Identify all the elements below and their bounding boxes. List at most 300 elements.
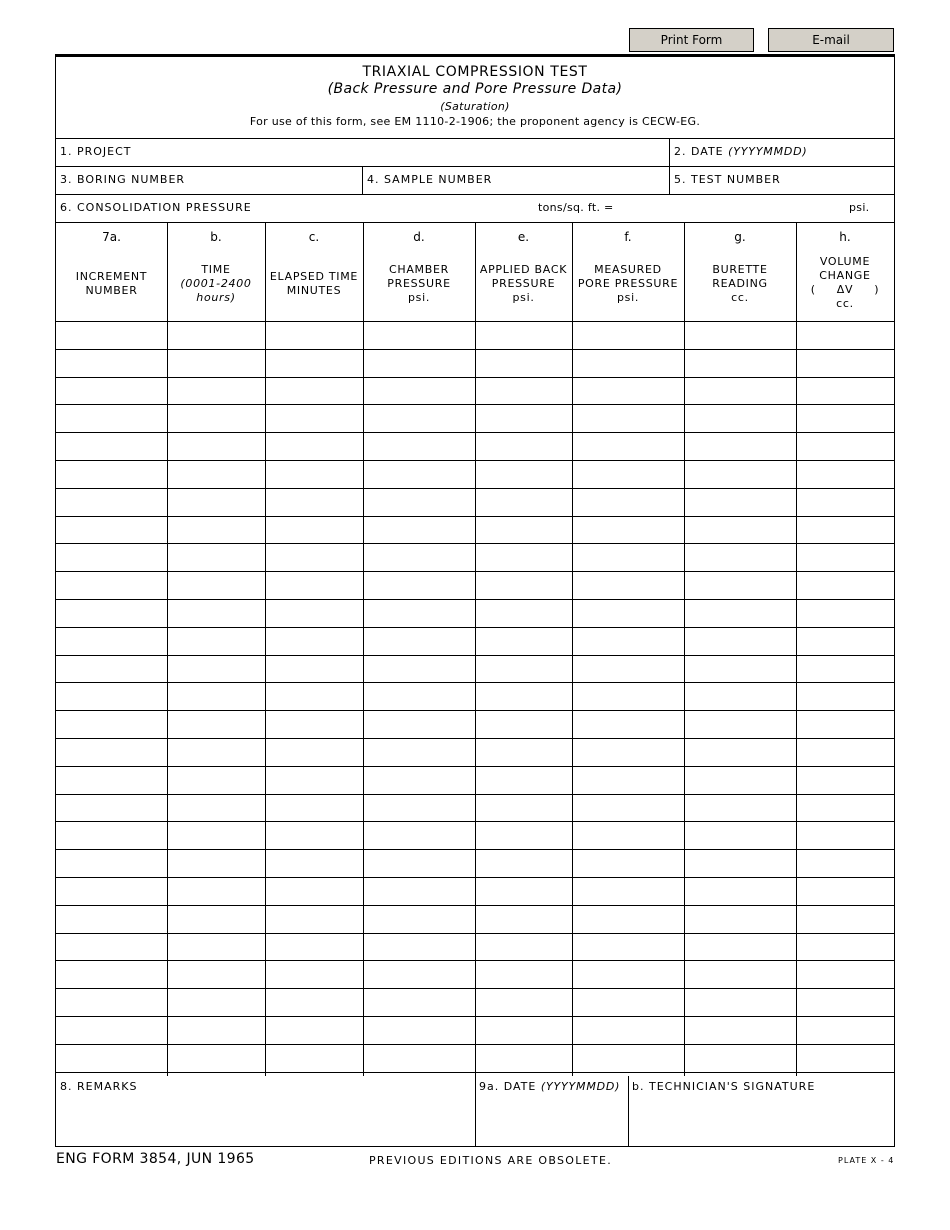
table-cell-input[interactable] [265,988,363,1016]
table-cell-input[interactable] [363,794,475,822]
table-cell-input[interactable] [363,488,475,516]
table-cell-input[interactable] [572,794,684,822]
table-row [56,710,894,738]
table-cell-input[interactable] [572,766,684,794]
table-cell-input[interactable] [475,1044,572,1072]
table-cell-input[interactable] [265,849,363,877]
table-cell-input[interactable] [363,738,475,766]
date-label: 2. DATE (YYYYMMDD) [674,145,808,158]
table-cell-input[interactable] [475,710,572,738]
table-cell-input[interactable] [363,933,475,961]
table-cell-input[interactable] [684,905,796,933]
table-cell-input[interactable] [363,905,475,933]
table-cell-input[interactable] [265,960,363,988]
table-cell-input[interactable] [167,488,265,516]
table-cell-input[interactable] [684,877,796,905]
table-cell-input[interactable] [684,794,796,822]
table-row [56,849,894,877]
column-header-line: PRESSURE [387,277,451,290]
table-cell-input[interactable] [475,682,572,710]
table-row [56,821,894,849]
table-cell-input[interactable] [56,905,167,933]
divider [628,1076,629,1146]
column-letter: f. [624,230,632,244]
table-cell-input[interactable] [796,321,894,349]
row-divider [56,1072,894,1073]
table-cell-input[interactable] [796,460,894,488]
form-identifier: ENG FORM 3854, JUN 1965 [56,1151,255,1167]
table-cell-input[interactable] [56,321,167,349]
table-cell-input[interactable] [167,599,265,627]
table-cell-input[interactable] [475,460,572,488]
table-cell-input[interactable] [684,599,796,627]
table-cell-input[interactable] [363,349,475,377]
table-cell-input[interactable] [56,933,167,961]
test-number-field[interactable] [669,166,894,194]
table-cell-input[interactable] [572,516,684,544]
table-cell-input[interactable] [684,488,796,516]
table-cell-input[interactable] [56,738,167,766]
table-cell-input[interactable] [265,1016,363,1044]
table-cell-input[interactable] [684,571,796,599]
table-cell-input[interactable] [572,599,684,627]
table-cell-input[interactable] [475,321,572,349]
table-cell-input[interactable] [572,432,684,460]
table-cell-input[interactable] [56,794,167,822]
table-row [56,321,894,349]
table-row [56,905,894,933]
table-cell-input[interactable] [796,960,894,988]
table-cell-input[interactable] [56,1044,167,1072]
table-cell-input[interactable] [572,905,684,933]
table-cell-input[interactable] [363,516,475,544]
table-cell-input[interactable] [167,349,265,377]
table-row [56,682,894,710]
table-cell-input[interactable] [363,377,475,405]
table-cell-input[interactable] [167,460,265,488]
table-cell-input[interactable] [363,321,475,349]
table-cell-input[interactable] [796,404,894,432]
table-cell-input[interactable] [684,682,796,710]
table-cell-input[interactable] [167,766,265,794]
column-header-line: cc. [731,291,749,304]
table-cell-input[interactable] [363,710,475,738]
table-cell-input[interactable] [572,460,684,488]
column-header-line: PORE PRESSURE [577,277,679,290]
table-cell-input[interactable] [796,1044,894,1072]
table-cell-input[interactable] [475,988,572,1016]
table-cell-input[interactable] [796,571,894,599]
table-cell-input[interactable] [572,710,684,738]
project-field[interactable] [56,138,669,166]
table-cell-input[interactable] [56,710,167,738]
table-cell-input[interactable] [265,349,363,377]
table-cell-input[interactable] [167,905,265,933]
table-cell-input[interactable] [475,933,572,961]
table-cell-input[interactable] [475,794,572,822]
table-cell-input[interactable] [796,988,894,1016]
column-header [56,270,167,298]
table-cell-input[interactable] [167,377,265,405]
table-cell-input[interactable] [167,849,265,877]
table-cell-input[interactable] [265,460,363,488]
table-cell-input[interactable] [56,599,167,627]
column-header-line: APPLIED BACK [479,263,568,276]
email-button[interactable]: E-mail [768,28,894,52]
table-cell-input[interactable] [572,877,684,905]
table-cell-input[interactable] [796,905,894,933]
table-cell-input[interactable] [167,1016,265,1044]
table-cell-input[interactable] [56,988,167,1016]
table-cell-input[interactable] [684,655,796,683]
table-cell-input[interactable] [167,404,265,432]
table-cell-input[interactable] [167,738,265,766]
form-header [56,64,894,129]
form-subtitle-saturation: (Saturation) [440,100,510,113]
table-cell-input[interactable] [56,349,167,377]
table-cell-input[interactable] [56,627,167,655]
date-9a-field[interactable] [475,1076,628,1146]
column-letter: 7a. [102,230,121,244]
table-cell-input[interactable] [684,460,796,488]
table-cell-input[interactable] [475,432,572,460]
table-cell-input[interactable] [796,432,894,460]
print-form-button[interactable]: Print Form [629,28,754,52]
table-row [56,543,894,571]
boring-number-field[interactable] [56,166,362,194]
table-cell-input[interactable] [572,543,684,571]
consolidation-pressure-field[interactable] [56,194,894,222]
table-cell-input[interactable] [56,488,167,516]
table-cell-input[interactable] [475,655,572,683]
table-cell-input[interactable] [265,488,363,516]
table-cell-input[interactable] [265,571,363,599]
table-cell-input[interactable] [167,960,265,988]
table-cell-input[interactable] [363,460,475,488]
table-cell-input[interactable] [684,404,796,432]
table-cell-input[interactable] [56,766,167,794]
table-row [56,933,894,961]
table-cell-input[interactable] [363,655,475,683]
table-cell-input[interactable] [56,877,167,905]
table-cell-input[interactable] [475,488,572,516]
table-cell-input[interactable] [56,960,167,988]
table-cell-input[interactable] [684,849,796,877]
table-cell-input[interactable] [572,988,684,1016]
table-cell-input[interactable] [265,655,363,683]
table-cell-input[interactable] [56,821,167,849]
table-cell-input[interactable] [684,1044,796,1072]
table-cell-input[interactable] [265,877,363,905]
table-cell-input[interactable] [167,821,265,849]
table-cell-input[interactable] [475,599,572,627]
table-cell-input[interactable] [475,516,572,544]
table-cell-input[interactable] [475,905,572,933]
table-cell-input[interactable] [572,321,684,349]
remarks-field[interactable] [56,1076,475,1146]
column-header-line: ( ΔV ) [810,283,880,296]
column-header-line: NUMBER [85,284,138,297]
table-cell-input[interactable] [265,599,363,627]
table-cell-input[interactable] [167,516,265,544]
column-header-line: psi. [407,291,431,304]
table-cell-input[interactable] [475,543,572,571]
obsolete-notice: PREVIOUS EDITIONS ARE OBSOLETE. [369,1154,612,1167]
column-letter: c. [308,230,320,244]
table-cell-input[interactable] [572,655,684,683]
table-cell-input[interactable] [363,849,475,877]
table-row [56,988,894,1016]
table-cell-input[interactable] [796,488,894,516]
column-header-line: MINUTES [286,284,342,297]
table-cell-input[interactable] [265,794,363,822]
table-cell-input[interactable] [56,1016,167,1044]
divider [475,1076,476,1146]
table-cell-input[interactable] [684,432,796,460]
table-cell-input[interactable] [684,933,796,961]
table-cell-input[interactable] [796,821,894,849]
table-cell-input[interactable] [265,516,363,544]
table-cell-input[interactable] [684,821,796,849]
table-cell-input[interactable] [167,1044,265,1072]
table-cell-input[interactable] [572,377,684,405]
table-cell-input[interactable] [684,960,796,988]
table-cell-input[interactable] [167,321,265,349]
table-cell-input[interactable] [475,349,572,377]
table-cell-input[interactable] [56,682,167,710]
table-cell-input[interactable] [167,571,265,599]
table-cell-input[interactable] [684,988,796,1016]
psi-label: psi. [849,201,870,214]
table-cell-input[interactable] [167,933,265,961]
table-cell-input[interactable] [56,460,167,488]
date-9a-label: 9a. DATE (YYYYMMDD) [479,1080,621,1093]
table-cell-input[interactable] [475,960,572,988]
table-cell-input[interactable] [265,1044,363,1072]
tons-label: tons/sq. ft. = [538,201,614,214]
table-cell-input[interactable] [265,710,363,738]
table-cell-input[interactable] [167,988,265,1016]
table-cell-input[interactable] [56,377,167,405]
column-header [684,263,796,305]
table-cell-input[interactable] [796,516,894,544]
table-cell-input[interactable] [572,1016,684,1044]
table-cell-input[interactable] [572,404,684,432]
form-instructions: For use of this form, see EM 1110-2-1906; the proponent agency is CECW-EG. [249,115,701,128]
column-header [167,263,265,305]
column-header-line: cc. [836,297,854,310]
table-cell-input[interactable] [265,543,363,571]
table-cell-input[interactable] [572,488,684,516]
table-cell-input[interactable] [167,432,265,460]
table-cell-input[interactable] [796,627,894,655]
table-cell-input[interactable] [684,1016,796,1044]
table-cell-input[interactable] [265,738,363,766]
table-cell-input[interactable] [167,877,265,905]
table-cell-input[interactable] [475,377,572,405]
table-cell-input[interactable] [475,571,572,599]
sample-number-label: 4. SAMPLE NUMBER [367,173,493,186]
table-cell-input[interactable] [363,877,475,905]
table-cell-input[interactable] [796,1016,894,1044]
column-header-line: (0001-2400 [180,277,252,290]
table-cell-input[interactable] [167,655,265,683]
table-cell-input[interactable] [475,877,572,905]
table-row [56,349,894,377]
table-cell-input[interactable] [363,432,475,460]
table-cell-input[interactable] [796,766,894,794]
table-cell-input[interactable] [363,627,475,655]
table-cell-input[interactable] [684,627,796,655]
table-cell-input[interactable] [265,682,363,710]
table-row [56,516,894,544]
table-cell-input[interactable] [363,404,475,432]
table-cell-input[interactable] [796,543,894,571]
table-cell-input[interactable] [265,627,363,655]
table-cell-input[interactable] [572,821,684,849]
table-cell-input[interactable] [572,849,684,877]
table-row [56,738,894,766]
table-cell-input[interactable] [684,377,796,405]
table-cell-input[interactable] [56,543,167,571]
table-cell-input[interactable] [475,849,572,877]
column-letter: d. [413,230,425,244]
column-header-line: CHANGE [819,269,871,282]
table-cell-input[interactable] [572,627,684,655]
table-cell-input[interactable] [56,655,167,683]
table-row [56,377,894,405]
table-cell-input[interactable] [796,599,894,627]
table-row [56,960,894,988]
column-header-line: psi. [512,291,535,304]
triaxial-form [55,54,895,1147]
boring-number-label: 3. BORING NUMBER [60,173,186,186]
table-cell-input[interactable] [684,543,796,571]
table-cell-input[interactable] [796,655,894,683]
table-cell-input[interactable] [56,404,167,432]
table-row [56,488,894,516]
column-header-line: CHAMBER [388,263,449,276]
table-row [56,404,894,432]
table-cell-input[interactable] [796,794,894,822]
table-cell-input[interactable] [475,821,572,849]
table-cell-input[interactable] [684,516,796,544]
sample-number-field[interactable] [362,166,669,194]
table-cell-input[interactable] [475,1016,572,1044]
technician-signature-label: b. TECHNICIAN'S SIGNATURE [632,1080,816,1093]
table-cell-input[interactable] [796,349,894,377]
column-header-line: BURETTE [712,263,768,276]
table-cell-input[interactable] [363,766,475,794]
table-cell-input[interactable] [363,960,475,988]
table-cell-input[interactable] [265,321,363,349]
column-header-line: PRESSURE [491,277,556,290]
table-cell-input[interactable] [265,821,363,849]
table-cell-input[interactable] [265,404,363,432]
remarks-label: 8. REMARKS [60,1080,138,1093]
table-cell-input[interactable] [363,599,475,627]
table-cell-input[interactable] [796,377,894,405]
consolidation-pressure-label: 6. CONSOLIDATION PRESSURE [60,201,252,214]
table-cell-input[interactable] [684,321,796,349]
table-cell-input[interactable] [363,821,475,849]
column-letter: e. [517,230,530,244]
date-field[interactable] [669,138,894,166]
table-cell-input[interactable] [475,404,572,432]
column-header-line: READING [712,277,768,290]
table-cell-input[interactable] [167,627,265,655]
table-cell-input[interactable] [572,933,684,961]
table-cell-input[interactable] [572,682,684,710]
form-title: TRIAXIAL COMPRESSION TEST [362,64,588,80]
table-cell-input[interactable] [265,432,363,460]
table-cell-input[interactable] [363,543,475,571]
table-cell-input[interactable] [56,432,167,460]
table-cell-input[interactable] [363,571,475,599]
table-cell-input[interactable] [167,682,265,710]
table-cell-input[interactable] [363,1016,475,1044]
table-cell-input[interactable] [572,960,684,988]
table-cell-input[interactable] [475,766,572,794]
table-cell-input[interactable] [475,738,572,766]
column-header-line: MEASURED [594,263,662,276]
table-cell-input[interactable] [475,627,572,655]
column-letter: g. [734,230,746,244]
project-label: 1. PROJECT [60,145,132,158]
column-header-line: INCREMENT [75,270,148,283]
table-cell-input[interactable] [572,571,684,599]
column-letter: b. [210,230,222,244]
table-cell-input[interactable] [167,794,265,822]
table-row [56,794,894,822]
table-cell-input[interactable] [363,682,475,710]
table-cell-input[interactable] [56,849,167,877]
table-cell-input[interactable] [572,738,684,766]
table-cell-input[interactable] [56,516,167,544]
table-row [56,1016,894,1044]
table-cell-input[interactable] [56,571,167,599]
column-header [363,263,475,305]
column-header [475,263,572,305]
table-cell-input[interactable] [572,349,684,377]
table-cell-input[interactable] [796,710,894,738]
table-cell-input[interactable] [167,543,265,571]
table-cell-input[interactable] [265,905,363,933]
column-header-line: hours) [196,291,236,304]
table-cell-input[interactable] [265,377,363,405]
table-cell-input[interactable] [796,682,894,710]
column-header-line: TIME [201,263,231,276]
table-row [56,877,894,905]
table-cell-input[interactable] [796,933,894,961]
table-cell-input[interactable] [796,849,894,877]
table-cell-input[interactable] [684,766,796,794]
table-cell-input[interactable] [684,738,796,766]
technician-signature-field[interactable] [628,1076,894,1146]
table-cell-input[interactable] [363,988,475,1016]
table-cell-input[interactable] [796,877,894,905]
table-cell-input[interactable] [167,710,265,738]
column-header [796,255,894,311]
table-cell-input[interactable] [684,710,796,738]
table-cell-input[interactable] [363,1044,475,1072]
table-cell-input[interactable] [265,766,363,794]
table-cell-input[interactable] [265,933,363,961]
table-cell-input[interactable] [796,738,894,766]
table-row [56,655,894,683]
table-cell-input[interactable] [572,1044,684,1072]
table-cell-input[interactable] [684,349,796,377]
